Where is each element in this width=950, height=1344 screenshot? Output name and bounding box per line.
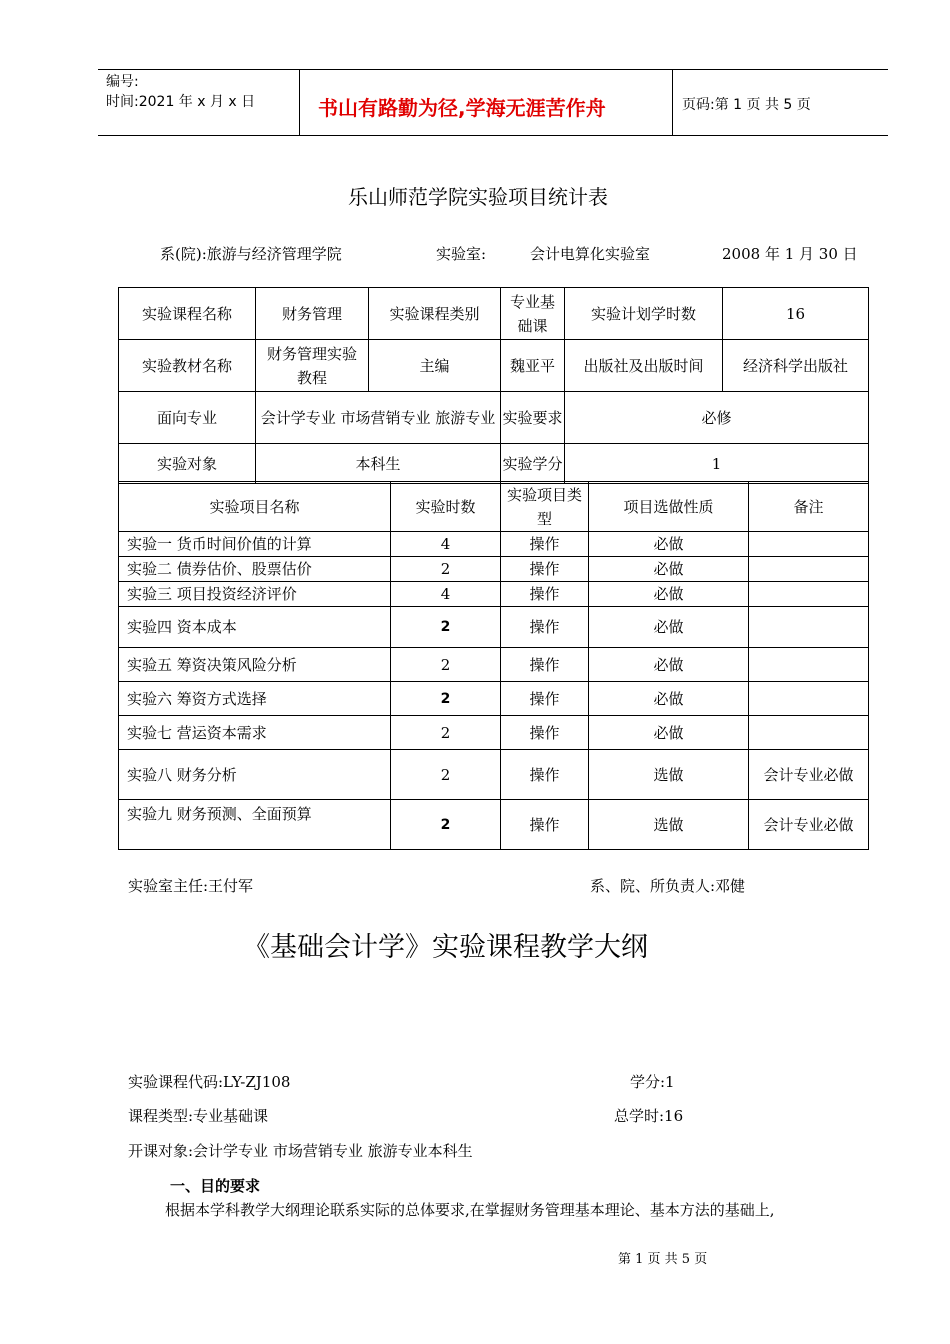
- experiment-type: 操作: [501, 750, 589, 800]
- table-row: [119, 607, 869, 648]
- experiment-name: 实验一 货币时间价值的计算: [119, 532, 391, 557]
- header-divider-right: [672, 69, 673, 136]
- credit-label: 实验学分: [501, 444, 565, 484]
- experiment-type: 操作: [501, 582, 589, 607]
- editor-value: 魏亚平: [501, 340, 565, 392]
- course-hours: 总学时:16: [614, 1107, 684, 1125]
- page-title: 乐山师范学院实验项目统计表: [348, 185, 608, 209]
- experiment-hours: 2: [391, 557, 501, 582]
- experiment-hours: 2: [391, 750, 501, 800]
- table-row: [119, 532, 869, 557]
- planned-hours-label: 实验计划学时数: [565, 288, 723, 340]
- experiment-nature: 选做: [589, 800, 749, 850]
- date-label: 2008 年 1 月 30 日: [722, 245, 858, 263]
- experiment-name: 实验八 财务分析: [119, 750, 391, 800]
- table-row: [119, 716, 869, 750]
- experiment-hours: 2: [391, 800, 501, 850]
- table-row: [119, 582, 869, 607]
- experiment-type: 操作: [501, 607, 589, 648]
- experiment-type: 操作: [501, 716, 589, 750]
- experiment-name: 实验五 筹资决策风险分析: [119, 648, 391, 682]
- header-divider-left: [299, 69, 300, 136]
- experiment-name: 实验六 筹资方式选择: [119, 682, 391, 716]
- col-header-hours: 实验时数: [391, 482, 501, 532]
- publisher-label: 出版社及出版时间: [565, 340, 723, 392]
- header-bottom-rule: [98, 135, 888, 136]
- experiment-note: [749, 557, 869, 582]
- header-top-rule: [98, 69, 888, 70]
- table-row: [119, 750, 869, 800]
- credit-value: 1: [565, 444, 869, 484]
- requirement-value: 必修: [565, 392, 869, 444]
- experiment-note: [749, 582, 869, 607]
- course-category-value: 专业基础课: [501, 288, 565, 340]
- course-category-label: 实验课程类别: [369, 288, 501, 340]
- experiment-hours: 2: [391, 682, 501, 716]
- experiment-nature: 必做: [589, 607, 749, 648]
- experiment-nature: 必做: [589, 682, 749, 716]
- course-name-value: 财务管理: [256, 288, 369, 340]
- major-value: 会计学专业 市场营销专业 旅游专业: [256, 392, 501, 444]
- experiment-type: 操作: [501, 557, 589, 582]
- table-row: [119, 800, 869, 850]
- course-code: 实验课程代码:LY-ZJ108: [128, 1073, 291, 1091]
- experiment-type: 操作: [501, 532, 589, 557]
- experiment-nature: 必做: [589, 648, 749, 682]
- table-row: [119, 557, 869, 582]
- experiment-hours: 4: [391, 582, 501, 607]
- experiment-nature: 必做: [589, 532, 749, 557]
- experiment-hours: 2: [391, 607, 501, 648]
- course-credit: 学分:1: [630, 1073, 675, 1091]
- experiment-name: 实验七 营运资本需求: [119, 716, 391, 750]
- editor-label: 主编: [369, 340, 501, 392]
- lab-label: 实验室:: [436, 245, 487, 263]
- col-header-note: 备注: [749, 482, 869, 532]
- header-time-label: 时间:2021 年 x 月 x 日: [106, 94, 256, 110]
- body-paragraph: 根据本学科教学大纲理论联系实际的总体要求,在掌握财务管理基本理论、基本方法的基础上,: [165, 1201, 775, 1219]
- table-row: [119, 648, 869, 682]
- experiment-hours: 2: [391, 716, 501, 750]
- experiment-note: [749, 682, 869, 716]
- planned-hours-value: 16: [723, 288, 869, 340]
- experiment-list-table: [118, 481, 869, 850]
- page-footer: 第 1 页 共 5 页: [618, 1252, 708, 1267]
- experiment-name: 实验三 项目投资经济评价: [119, 582, 391, 607]
- course-name-label: 实验课程名称: [119, 288, 256, 340]
- experiment-type: 操作: [501, 800, 589, 850]
- header-number-label: 编号:: [106, 74, 139, 90]
- course-type: 课程类型:专业基础课: [128, 1107, 269, 1125]
- experiment-note: [749, 532, 869, 557]
- publisher-value: 经济科学出版社: [723, 340, 869, 392]
- experiment-hours: 4: [391, 532, 501, 557]
- course-audience: 开课对象:会计学专业 市场营销专业 旅游专业本科生: [128, 1142, 473, 1160]
- experiment-nature: 必做: [589, 582, 749, 607]
- experiment-name: 实验九 财务预测、全面预算: [119, 800, 391, 850]
- target-value: 本科生: [256, 444, 501, 484]
- experiment-note: [749, 648, 869, 682]
- target-label: 实验对象: [119, 444, 256, 484]
- experiment-hours: 2: [391, 648, 501, 682]
- experiment-note: 会计专业必做: [749, 750, 869, 800]
- lab-value: 会计电算化实验室: [530, 245, 651, 263]
- dept-responsible-signature: 系、院、所负责人:邓健: [590, 877, 746, 895]
- major-label: 面向专业: [119, 392, 256, 444]
- experiment-type: 操作: [501, 648, 589, 682]
- textbook-value: 财务管理实验教程: [256, 340, 369, 392]
- experiment-nature: 必做: [589, 716, 749, 750]
- lab-director-signature: 实验室主任:王付军: [128, 877, 254, 895]
- table-row: [119, 682, 869, 716]
- syllabus-title: 《基础会计学》实验课程教学大纲: [243, 932, 648, 963]
- requirement-label: 实验要求: [501, 392, 565, 444]
- experiment-note: [749, 607, 869, 648]
- experiment-note: [749, 716, 869, 750]
- experiment-type: 操作: [501, 682, 589, 716]
- experiment-nature: 选做: [589, 750, 749, 800]
- col-header-name: 实验项目名称: [119, 482, 391, 532]
- course-info-table: [118, 287, 869, 484]
- experiment-name: 实验四 资本成本: [119, 607, 391, 648]
- textbook-label: 实验教材名称: [119, 340, 256, 392]
- experiment-name: 实验二 债券估价、股票估价: [119, 557, 391, 582]
- col-header-nature: 项目选做性质: [589, 482, 749, 532]
- header-motto: 书山有路勤为径,学海无涯苦作舟: [318, 96, 606, 120]
- experiment-note: 会计专业必做: [749, 800, 869, 850]
- section-heading: 一、目的要求: [170, 1177, 261, 1195]
- department-label: 系(院):旅游与经济管理学院: [160, 245, 342, 263]
- header-page-info: 页码:第 1 页 共 5 页: [682, 97, 811, 113]
- experiment-nature: 必做: [589, 557, 749, 582]
- col-header-type: 实验项目类型: [501, 482, 589, 532]
